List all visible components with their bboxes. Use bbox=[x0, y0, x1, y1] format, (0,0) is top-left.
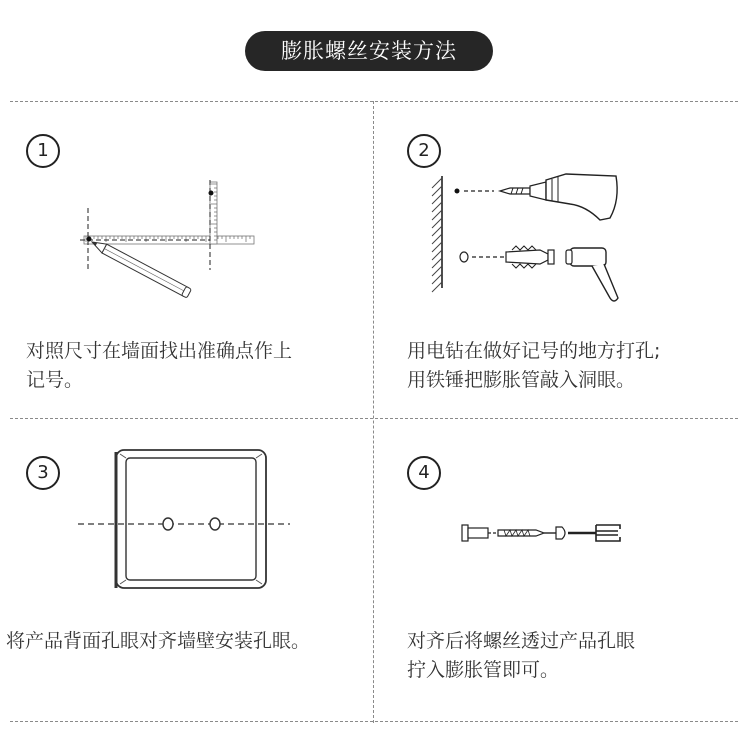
step-1-number: 1 bbox=[26, 134, 60, 168]
divider-vertical bbox=[373, 101, 374, 723]
drill-anchor-hammer-icon bbox=[410, 170, 640, 310]
step-1-caption bbox=[26, 337, 292, 395]
caption-line: 拧入膨胀管即可。 bbox=[407, 659, 560, 681]
divider-middle bbox=[10, 418, 738, 419]
step-2-number: 2 bbox=[407, 134, 441, 168]
screw-anchor-fork-icon bbox=[460, 515, 630, 551]
caption-line: 将产品背面孔眼对齐墙壁安装孔眼。 bbox=[6, 630, 311, 652]
divider-bottom bbox=[10, 721, 738, 722]
divider-top bbox=[10, 101, 738, 102]
page-title: 膨胀螺丝安装方法 bbox=[245, 31, 493, 71]
step-4-number: 4 bbox=[407, 456, 441, 490]
step-3-caption bbox=[6, 627, 310, 656]
step-3-number: 3 bbox=[26, 456, 60, 490]
ruler-pencil-icon bbox=[60, 170, 270, 290]
panel-holes-icon bbox=[78, 448, 294, 593]
step-4-caption bbox=[407, 627, 635, 685]
caption-line: 对照尺寸在墙面找出准确点作上 bbox=[26, 340, 293, 362]
step-2-caption bbox=[407, 337, 660, 395]
caption-line: 用电钻在做好记号的地方打孔; bbox=[407, 340, 661, 362]
caption-line: 对齐后将螺丝透过产品孔眼 bbox=[407, 630, 636, 652]
caption-line: 用铁锤把膨胀管敲入洞眼。 bbox=[407, 369, 636, 391]
caption-line: 记号。 bbox=[26, 369, 84, 391]
